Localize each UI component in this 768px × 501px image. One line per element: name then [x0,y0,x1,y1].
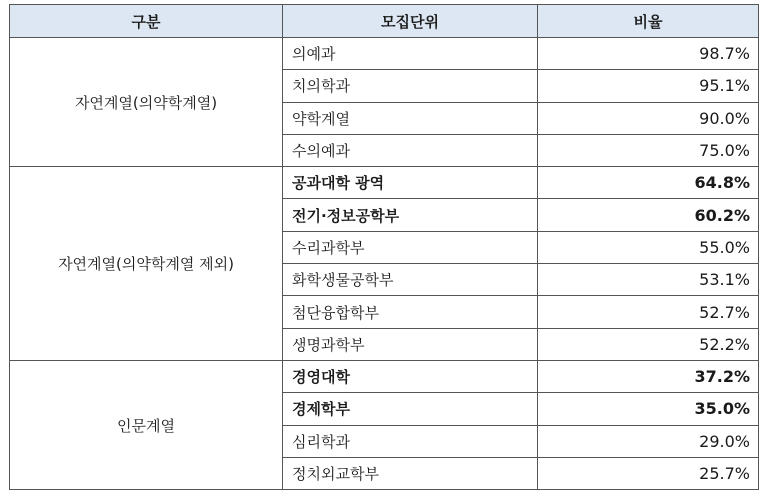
rate-cell: 55.0% [538,231,759,263]
unit-cell: 공과대학 광역 [283,167,538,199]
category-cell: 자연계열(의약학계열) [10,38,283,167]
rate-cell: 90.0% [538,102,759,134]
unit-cell: 정치외교학부 [283,457,538,489]
rate-cell: 35.0% [538,393,759,425]
unit-cell: 수리과학부 [283,231,538,263]
unit-cell: 경영대학 [283,360,538,392]
rate-cell: 52.7% [538,296,759,328]
table-row [10,38,759,70]
rate-cell: 60.2% [538,199,759,231]
rate-cell: 95.1% [538,70,759,102]
rate-cell: 25.7% [538,457,759,489]
header-unit: 모집단위 [283,5,538,38]
admission-ratio-table [9,4,759,490]
category-cell: 자연계열(의약학계열 제외) [10,167,283,361]
table-row [10,167,759,199]
header-category: 구분 [10,5,283,38]
rate-cell: 37.2% [538,360,759,392]
unit-cell: 생명과학부 [283,328,538,360]
unit-cell: 의예과 [283,38,538,70]
rate-cell: 75.0% [538,134,759,166]
unit-cell: 치의학과 [283,70,538,102]
unit-cell: 첨단융합학부 [283,296,538,328]
unit-cell: 전기·정보공학부 [283,199,538,231]
table-container [9,4,758,490]
rate-cell: 98.7% [538,38,759,70]
unit-cell: 경제학부 [283,393,538,425]
rate-cell: 29.0% [538,425,759,457]
rate-cell: 64.8% [538,167,759,199]
unit-cell: 약학계열 [283,102,538,134]
header-row [10,5,759,38]
category-cell: 인문계열 [10,360,283,489]
rate-cell: 52.2% [538,328,759,360]
header-rate: 비율 [538,5,759,38]
unit-cell: 심리학과 [283,425,538,457]
table-row [10,360,759,392]
rate-cell: 53.1% [538,264,759,296]
unit-cell: 화학생물공학부 [283,264,538,296]
table-body [10,38,759,490]
unit-cell: 수의예과 [283,134,538,166]
